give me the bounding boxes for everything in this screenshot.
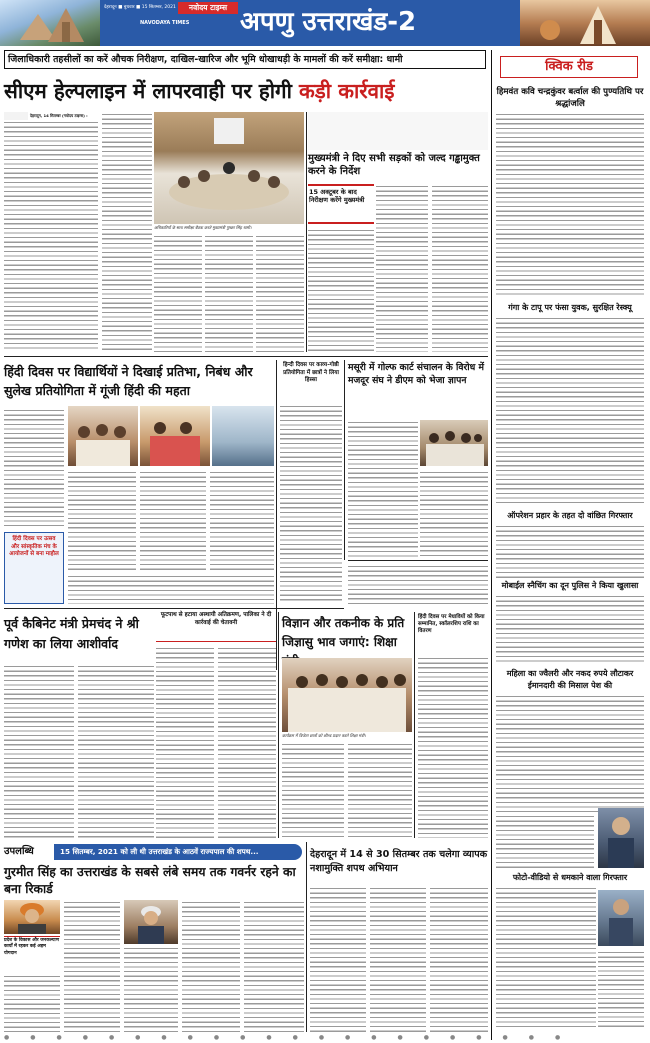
- quick-read-item5-head: महिला का ज्वैलरी और नकद रुपये लौटाकर ईमानदारी की मिसाल पेश की: [506, 669, 634, 690]
- top-strip: [4, 50, 486, 69]
- quick-read-item1-text: [496, 112, 644, 298]
- upalabdhi-label: उपलब्धि: [4, 846, 34, 857]
- lead-text-col-3: [154, 234, 202, 352]
- kavi-text: [280, 404, 342, 604]
- hindi-diwas-photo-1: [68, 406, 138, 466]
- kavi-headline: हिन्दी दिवस पर काव्य-गोष्ठी प्रतियोगिता में छात्रों ने लिया हिस्सा: [283, 362, 339, 384]
- lead-photo-caption: अधिकारियों के साथ समीक्षा बैठक करते मुख्यमंत्री पुष्कर सिंह धामी।: [154, 225, 252, 230]
- roads-text-col-c: [308, 228, 374, 352]
- lead-text-col-1: [4, 120, 98, 352]
- upalabdhi-headline: गुरमीत सिंह का उत्तराखंड के सबसे लंबे समय तक गवर्नर रहने का बना रिकार्ड: [4, 865, 296, 896]
- quick-read-item5-text: [496, 694, 644, 812]
- upalabdhi-text-col-5: [244, 900, 304, 1032]
- lead-headline: [4, 74, 488, 108]
- roads-photo: [308, 112, 488, 150]
- upalabdhi-text-col-3: [124, 946, 178, 1032]
- lead-headline-black: सीएम हेल्पलाइन में लापरवाही पर होगी: [4, 79, 292, 103]
- divider: [4, 608, 344, 609]
- hindi-diwas-photo-2: [140, 406, 210, 466]
- top-strip-headline: जिलाधिकारी तहसीलों का करें औचक निरीक्षण, दाखिल-खारिज और भूमि धोखाधड़ी के मामलों की करें समीक्षा: धामी: [8, 54, 403, 65]
- divider: [276, 360, 277, 670]
- masthead-mountain-image: [0, 0, 100, 46]
- brand-english: NAVODAYA TIMES: [140, 20, 190, 26]
- science-text-col-2: [348, 742, 412, 838]
- roads-box-text: 15 अक्टूबर के बाद निरीक्षण करेंगे मुख्यमंत्री: [309, 188, 365, 205]
- premchand-text-col-2: [78, 664, 154, 838]
- quick-read-item4-head: मोबाईल स्नैचिंग का दून पुलिस ने किया खुलासा: [501, 581, 639, 590]
- golf-text-col-1: [348, 420, 418, 558]
- students-photo-icon: [140, 406, 210, 466]
- campaign-text-col-2: [370, 886, 426, 1032]
- upalabdhi-text-col-2: [64, 900, 120, 1032]
- quick-read-item2-text: [496, 316, 644, 506]
- event-photo-icon: [282, 658, 412, 732]
- page-title: अपणु उत्तराखंड-2: [240, 7, 417, 37]
- upalabdhi-text-col-1: [4, 974, 60, 1032]
- temple-icon: [520, 0, 650, 46]
- science-text-col-1: [282, 742, 344, 838]
- lead-headline-red: कड़ी कार्रवाई: [299, 79, 395, 103]
- quick-read-item3-text: [496, 524, 644, 578]
- quick-read-item6-head: फोटो-वीडियो से धमकाने वाला गिरफ्तार: [512, 873, 628, 882]
- lead-photo: [154, 112, 304, 224]
- hindi-diwas-headline: हिंदी दिवस पर विद्यार्थियों ने दिखाई प्रतिभा, निबंध और सुलेख प्रतियोगिता में गूंजी हिंदी की महता: [4, 364, 253, 398]
- hindi-diwas-sidebar-text: हिंदी दिवस पर उत्सव और सांस्कृतिक मंच के आयोजनों से बना माहौल: [9, 536, 59, 558]
- masthead: [0, 0, 650, 46]
- science-headline: विज्ञान और तकनीक के प्रति जिज्ञासु भाव जगाएं: शिक्षा: [282, 616, 405, 649]
- golf-text-col-2: [420, 470, 488, 558]
- upalabdhi-pull-quote-text: प्रदेश के विकास और जनकल्याण कार्यों में रहकर कई अहम योगदान: [4, 938, 60, 956]
- premchand-side-box: [156, 612, 276, 642]
- roads-box: [308, 184, 374, 224]
- divider: [348, 560, 488, 561]
- quick-read-item5b-text: [496, 814, 594, 868]
- hindi-diwas-sidebar: [4, 532, 64, 604]
- quick-read-label: क्विक रीड: [500, 56, 638, 78]
- person-photo-icon: [598, 890, 644, 946]
- students-photo-icon: [68, 406, 138, 466]
- quick-read-item6b-text: [598, 950, 644, 1030]
- hindi-diwas-text-col-4: [210, 470, 274, 570]
- campaign-text-col-1: [310, 886, 366, 1032]
- hindi-diwas-text-col-1: [4, 408, 64, 528]
- person-photo-icon: [124, 900, 178, 944]
- issue-date: देहरादून ■ बुधवार ■ 15 सितम्बर, 2021: [104, 5, 176, 10]
- governor-photo-2: [124, 900, 178, 944]
- divider: [4, 356, 488, 357]
- divider: [306, 112, 307, 352]
- lead-text-col-2: [102, 112, 152, 352]
- scholarship-text-col-1: [418, 656, 488, 838]
- hindi-diwas-text-col-5: [68, 574, 274, 604]
- quick-read-item1-head: हिमवंत कवि चन्द्रकुंवर बर्त्वाल की पुण्यतिथि पर श्रद्धांजलि: [496, 87, 644, 109]
- divider: [344, 360, 345, 560]
- scholarship-headline: हिंदी दिवस पर मेधावियों को किया सम्मानित, स्कॉलरशिप राशि का वितरण: [418, 614, 485, 635]
- roads-headline: मुख्यमंत्री ने दिए सभी सड़कों को जल्द गड्ढामुक्त करने के निर्देश: [308, 153, 480, 177]
- quick-read-item4-text: [496, 594, 644, 664]
- golf-text-col-3: [348, 564, 488, 604]
- premchand-headline: पूर्व कैबिनेट मंत्री प्रेमचंद ने श्री गणेश का लिया आशीर्वाद: [4, 616, 139, 651]
- campaign-headline: देहरादून में 14 से 30 सितम्बर तक चलेगा व्यापक नशामुक्ति शपथ अभियान: [310, 849, 488, 874]
- quick-read-item3-head: ऑपरेशन प्रहार के तहत दो वांछित गिरफ्तार: [507, 511, 633, 520]
- person-photo-icon: [598, 808, 644, 868]
- hindi-diwas-text-col-3: [140, 470, 206, 570]
- science-photo: [282, 658, 412, 732]
- roads-text-col-b: [432, 184, 488, 352]
- golf-headline: मसूरी में गोल्फ कार्ट संचालन के विरोध में मजदूर संघ ने डीएम को भेजा ज्ञापन: [348, 362, 484, 386]
- quick-read-photo: [598, 808, 644, 868]
- campaign-text-col-3: [430, 886, 488, 1032]
- golf-photo: [420, 420, 488, 466]
- upalabdhi-strip-text: 15 सितम्बर, 2021 को ली थी उत्तराखंड के आठवें राज्यपाल की शपथ...: [54, 844, 302, 860]
- premchand-side-box-text: फूटपाथ से हटाया अस्थायी अतिक्रमण, पालिका ने दी कार्रवाई की चेतावनी: [160, 612, 272, 626]
- premchand-side-text-2: [218, 646, 276, 838]
- temple-icon: [0, 0, 100, 46]
- person-photo-icon: [4, 900, 60, 934]
- divider: [414, 612, 415, 838]
- upalabdhi-pull-quote: [4, 936, 60, 972]
- divider: [278, 612, 279, 838]
- quick-read-item2-head: गंगा के टापू पर फंसा युवक, सुरक्षित रेस्क्यू: [508, 303, 632, 312]
- quick-read-photo-2: [598, 890, 644, 946]
- lead-byline: देहरादून, 14 सितम्बर (नवोदय टाइम्स) :: [30, 113, 88, 118]
- group-photo-icon: [420, 420, 488, 466]
- governor-photo: [4, 900, 60, 934]
- masthead-right-image: [520, 0, 650, 46]
- registration-marks: ●●●●●●●●●●●●●●●●●●●●●●: [4, 1034, 582, 1041]
- hindi-diwas-photo-3: [212, 406, 274, 466]
- quick-read-item6-text: [496, 886, 596, 1030]
- roads-text-col-a: [376, 184, 428, 352]
- meeting-photo-icon: [154, 112, 304, 224]
- lead-text-col-4: [205, 234, 253, 352]
- lead-text-col-5: [256, 234, 304, 352]
- divider: [306, 842, 307, 1032]
- science-photo-caption: कार्यक्रम में विजेता छात्रों को शील्ड प्रदान करते शिक्षा मंत्री।: [282, 733, 366, 738]
- upalabdhi-text-col-4: [182, 900, 240, 1032]
- brand-logo: नवोदय टाइम्स: [178, 2, 238, 14]
- premchand-side-text-1: [156, 646, 214, 838]
- hindi-diwas-text-col-2: [68, 470, 136, 570]
- premchand-text-col-1: [4, 664, 74, 838]
